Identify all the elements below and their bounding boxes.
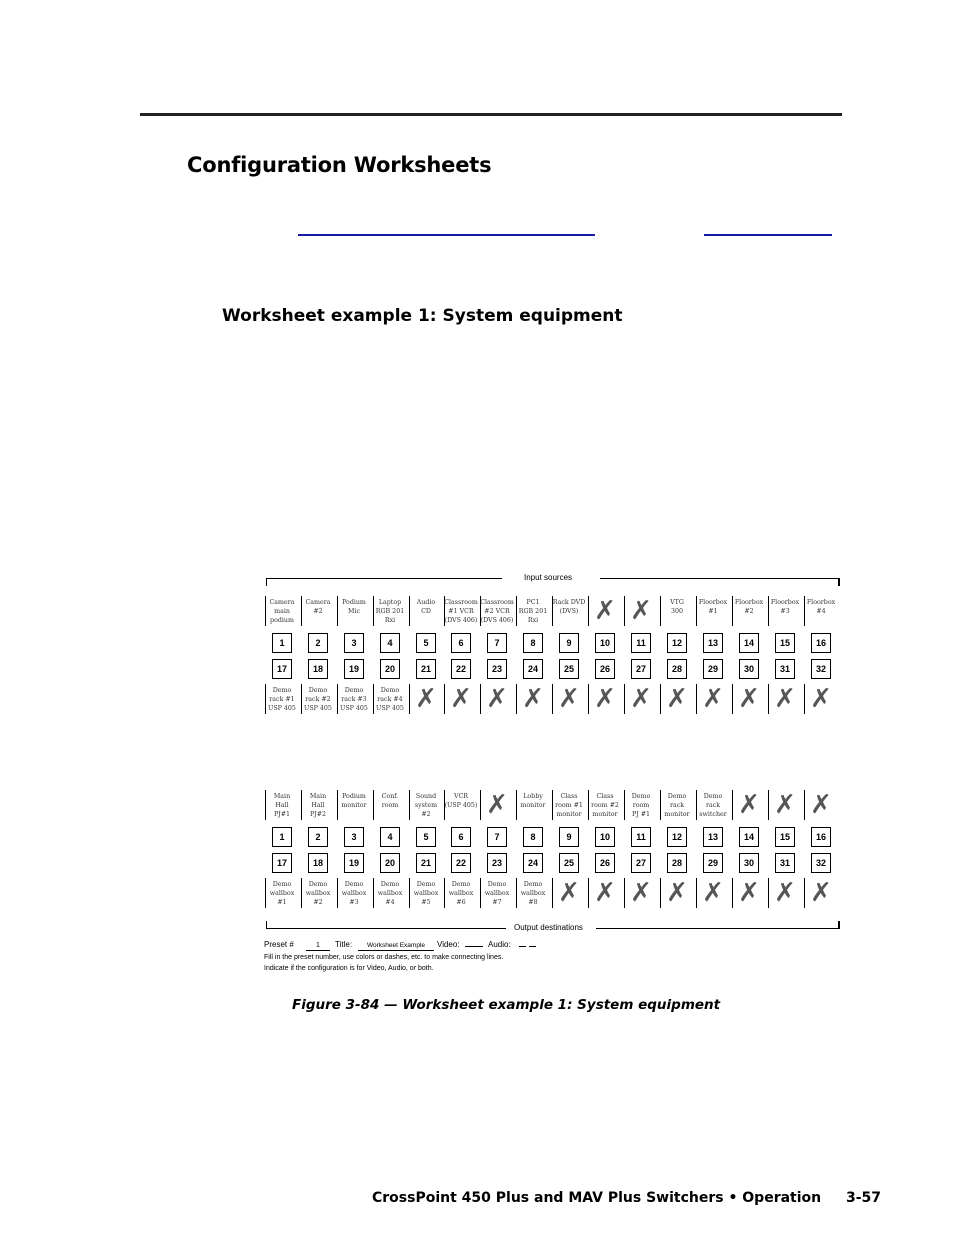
output-box[interactable]: 23 xyxy=(487,853,507,873)
input-label-top: Podium Mic xyxy=(342,599,366,615)
input-box[interactable]: 32 xyxy=(811,659,831,679)
output-label-top: Lobby monitor xyxy=(520,793,546,809)
input-divider xyxy=(552,684,553,714)
audio-dash-sample xyxy=(529,946,536,947)
output-box[interactable]: 28 xyxy=(667,853,687,873)
output-box[interactable]: 7 xyxy=(487,827,507,847)
output-box[interactable]: 2 xyxy=(308,827,328,847)
output-box[interactable]: 25 xyxy=(559,853,579,873)
output-label-bottom: Demo wallbox #1 xyxy=(269,881,295,906)
instructions-line-1: Fill in the preset number, use colors or dashes, etc. to make connecting lines. xyxy=(264,954,504,961)
input-divider xyxy=(768,684,769,714)
output-unused-mark-top: ✗ xyxy=(738,790,760,820)
input-label-bottom: Demo rack #2 USP 405 xyxy=(304,687,332,712)
input-label-top: Audio CD xyxy=(416,599,436,615)
input-unused-mark-bottom: ✗ xyxy=(558,684,580,714)
output-unused-mark-bottom: ✗ xyxy=(702,878,724,908)
input-unused-mark-top: ✗ xyxy=(594,596,616,626)
output-box[interactable]: 8 xyxy=(523,827,543,847)
output-box[interactable]: 6 xyxy=(451,827,471,847)
input-label-bottom: Demo rack #1 USP 405 xyxy=(268,687,296,712)
output-divider xyxy=(480,790,481,820)
output-divider xyxy=(552,878,553,908)
instructions-line-2: Indicate if the configuration is for Video, Audio, or both. xyxy=(264,965,434,972)
input-label-top: VTG 300 xyxy=(670,599,684,615)
top-rule xyxy=(140,113,842,116)
output-unused-mark-top: ✗ xyxy=(810,790,832,820)
hyperlink-underline[interactable] xyxy=(704,234,832,236)
input-box[interactable]: 21 xyxy=(416,659,436,679)
output-divider xyxy=(588,878,589,908)
output-box[interactable]: 27 xyxy=(631,853,651,873)
input-unused-mark-bottom: ✗ xyxy=(522,684,544,714)
input-box[interactable]: 28 xyxy=(667,659,687,679)
title-value[interactable]: Worksheet Example xyxy=(358,941,434,951)
output-unused-mark-bottom: ✗ xyxy=(594,878,616,908)
bracket-line xyxy=(596,928,839,929)
output-unused-mark-bottom: ✗ xyxy=(810,878,832,908)
input-unused-mark-bottom: ✗ xyxy=(450,684,472,714)
input-divider xyxy=(804,684,805,714)
input-box[interactable]: 19 xyxy=(344,659,364,679)
output-box[interactable]: 11 xyxy=(631,827,651,847)
section-heading: Worksheet example 1: System equipment xyxy=(222,306,623,326)
input-label-top: Floorbox #3 xyxy=(770,599,800,615)
input-box[interactable]: 22 xyxy=(451,659,471,679)
input-box[interactable]: 18 xyxy=(308,659,328,679)
page-number: 3-57 xyxy=(846,1190,882,1206)
input-box[interactable]: 8 xyxy=(523,633,543,653)
page-title: Configuration Worksheets xyxy=(187,153,492,177)
output-destinations-label: Output destinations xyxy=(514,923,583,932)
input-box[interactable]: 31 xyxy=(775,659,795,679)
figure-caption: Figure 3-84 — Worksheet example 1: System equipment xyxy=(292,997,721,1013)
output-box[interactable]: 12 xyxy=(667,827,687,847)
input-box[interactable]: 24 xyxy=(523,659,543,679)
input-box[interactable]: 30 xyxy=(739,659,759,679)
input-divider xyxy=(696,684,697,714)
input-unused-mark-bottom: ✗ xyxy=(774,684,796,714)
bracket-line xyxy=(600,578,839,579)
output-box[interactable]: 20 xyxy=(380,853,400,873)
output-unused-mark-bottom: ✗ xyxy=(774,878,796,908)
output-label-top: Main Hall PJ#2 xyxy=(309,793,327,818)
input-divider xyxy=(732,684,733,714)
input-box[interactable]: 2 xyxy=(308,633,328,653)
bracket-line xyxy=(266,928,506,929)
output-label-bottom: Demo wallbox #2 xyxy=(305,881,331,906)
output-box[interactable]: 17 xyxy=(272,853,292,873)
output-unused-mark-bottom: ✗ xyxy=(738,878,760,908)
output-divider xyxy=(624,878,625,908)
output-label-top: VCR (USP 405) xyxy=(444,793,478,809)
hyperlink-underline[interactable] xyxy=(298,234,595,236)
output-box[interactable]: 26 xyxy=(595,853,615,873)
bracket-end xyxy=(838,578,840,586)
input-label-top: Laptop RGB 201 Rxi xyxy=(375,599,405,624)
input-label-bottom: Demo rack #3 USP 405 xyxy=(340,687,368,712)
input-box[interactable]: 25 xyxy=(559,659,579,679)
output-label-top: Podium monitor xyxy=(341,793,367,809)
input-box[interactable]: 12 xyxy=(667,633,687,653)
output-divider xyxy=(732,878,733,908)
input-box[interactable]: 13 xyxy=(703,633,723,653)
input-divider xyxy=(588,684,589,714)
input-divider xyxy=(588,596,589,626)
output-label-top: Class room #1 monitor xyxy=(555,793,583,818)
input-unused-mark-top: ✗ xyxy=(630,596,652,626)
input-sources-label: Input sources xyxy=(524,573,573,582)
output-label-top: Demo room PJ #1 xyxy=(631,793,651,818)
output-unused-mark-top: ✗ xyxy=(774,790,796,820)
output-label-top: Main Hall PJ#1 xyxy=(273,793,291,818)
input-box[interactable]: 11 xyxy=(631,633,651,653)
input-unused-mark-bottom: ✗ xyxy=(415,684,437,714)
output-label-top: Sound system #2 xyxy=(414,793,438,818)
output-divider xyxy=(732,790,733,820)
input-box[interactable]: 27 xyxy=(631,659,651,679)
input-box[interactable]: 26 xyxy=(595,659,615,679)
output-label-bottom: Demo wallbox #8 xyxy=(520,881,546,906)
input-box[interactable]: 1 xyxy=(272,633,292,653)
input-divider xyxy=(660,684,661,714)
input-divider xyxy=(624,596,625,626)
input-box[interactable]: 17 xyxy=(272,659,292,679)
output-unused-mark-bottom: ✗ xyxy=(630,878,652,908)
input-label-top: Floorbox #2 xyxy=(734,599,764,615)
output-box[interactable]: 18 xyxy=(308,853,328,873)
bracket-line xyxy=(266,578,502,579)
input-label-top: Classroom #2 VCR (DVS 406) xyxy=(480,599,514,624)
output-label-bottom: Demo wallbox #7 xyxy=(484,881,510,906)
input-label-top: Camera #2 xyxy=(305,599,331,615)
output-unused-mark-bottom: ✗ xyxy=(558,878,580,908)
output-box[interactable]: 30 xyxy=(739,853,759,873)
output-label-top: Class room #2 monitor xyxy=(591,793,619,818)
input-label-bottom: Demo rack #4 USP 405 xyxy=(376,687,404,712)
footer-text: CrossPoint 450 Plus and MAV Plus Switchers • Operation xyxy=(372,1190,822,1206)
output-box[interactable]: 29 xyxy=(703,853,723,873)
audio-label: Audio: xyxy=(488,940,511,949)
input-unused-mark-bottom: ✗ xyxy=(810,684,832,714)
output-box[interactable]: 9 xyxy=(559,827,579,847)
output-label-bottom: Demo wallbox #5 xyxy=(413,881,439,906)
audio-dash-sample xyxy=(519,946,526,947)
output-box[interactable]: 19 xyxy=(344,853,364,873)
output-divider xyxy=(804,790,805,820)
output-label-top: Demo rack switcher xyxy=(699,793,727,818)
output-box[interactable]: 31 xyxy=(775,853,795,873)
input-divider xyxy=(624,684,625,714)
output-box[interactable]: 24 xyxy=(523,853,543,873)
input-label-top: Floorbox #1 xyxy=(698,599,728,615)
input-unused-mark-bottom: ✗ xyxy=(702,684,724,714)
output-divider xyxy=(660,878,661,908)
worksheet-figure xyxy=(262,570,844,980)
output-label-bottom: Demo wallbox #3 xyxy=(341,881,367,906)
input-box[interactable]: 4 xyxy=(380,633,400,653)
input-box[interactable]: 16 xyxy=(811,633,831,653)
input-box[interactable]: 9 xyxy=(559,633,579,653)
input-label-top: Rack DVD (DVS) xyxy=(552,599,586,615)
output-divider xyxy=(768,878,769,908)
input-box[interactable]: 15 xyxy=(775,633,795,653)
output-box[interactable]: 5 xyxy=(416,827,436,847)
title-label: Title: xyxy=(335,940,353,949)
input-unused-mark-bottom: ✗ xyxy=(666,684,688,714)
output-divider xyxy=(768,790,769,820)
output-divider xyxy=(804,878,805,908)
input-box[interactable]: 20 xyxy=(380,659,400,679)
output-box[interactable]: 4 xyxy=(380,827,400,847)
input-box[interactable]: 14 xyxy=(739,633,759,653)
page-footer xyxy=(372,1190,881,1206)
input-label-top: PC1 RGB 201 Rxi xyxy=(518,599,548,624)
output-unused-mark-bottom: ✗ xyxy=(666,878,688,908)
input-box[interactable]: 23 xyxy=(487,659,507,679)
input-box[interactable]: 29 xyxy=(703,659,723,679)
input-divider xyxy=(444,684,445,714)
input-box[interactable]: 3 xyxy=(344,633,364,653)
output-box[interactable]: 32 xyxy=(811,853,831,873)
output-label-bottom: Demo wallbox #4 xyxy=(377,881,403,906)
input-unused-mark-bottom: ✗ xyxy=(594,684,616,714)
input-unused-mark-bottom: ✗ xyxy=(738,684,760,714)
input-label-top: Classroom #1 VCR (DVS 406) xyxy=(444,599,478,624)
output-box[interactable]: 22 xyxy=(451,853,471,873)
input-box[interactable]: 7 xyxy=(487,633,507,653)
output-box[interactable]: 10 xyxy=(595,827,615,847)
bracket-end xyxy=(838,921,840,929)
output-label-top: Demo rack monitor xyxy=(664,793,690,818)
video-label: Video: xyxy=(437,940,460,949)
output-divider xyxy=(696,878,697,908)
input-unused-mark-bottom: ✗ xyxy=(630,684,652,714)
input-label-top: Camera main podium xyxy=(269,599,295,624)
input-divider xyxy=(409,684,410,714)
output-box[interactable]: 3 xyxy=(344,827,364,847)
input-label-top: Floorbox #4 xyxy=(806,599,836,615)
input-box[interactable]: 10 xyxy=(595,633,615,653)
input-box[interactable]: 5 xyxy=(416,633,436,653)
output-unused-mark-top: ✗ xyxy=(486,790,508,820)
input-box[interactable]: 6 xyxy=(451,633,471,653)
output-box[interactable]: 13 xyxy=(703,827,723,847)
output-label-bottom: Demo wallbox #6 xyxy=(448,881,474,906)
output-box[interactable]: 15 xyxy=(775,827,795,847)
output-box[interactable]: 1 xyxy=(272,827,292,847)
video-line-sample xyxy=(465,946,483,947)
output-box[interactable]: 16 xyxy=(811,827,831,847)
input-unused-mark-bottom: ✗ xyxy=(486,684,508,714)
input-divider xyxy=(480,684,481,714)
bracket-end xyxy=(266,578,267,586)
preset-number[interactable]: 1 xyxy=(306,941,330,951)
preset-label: Preset # xyxy=(264,940,294,949)
output-box[interactable]: 21 xyxy=(416,853,436,873)
output-label-top: Conf. room xyxy=(381,793,399,809)
input-divider xyxy=(516,684,517,714)
output-box[interactable]: 14 xyxy=(739,827,759,847)
